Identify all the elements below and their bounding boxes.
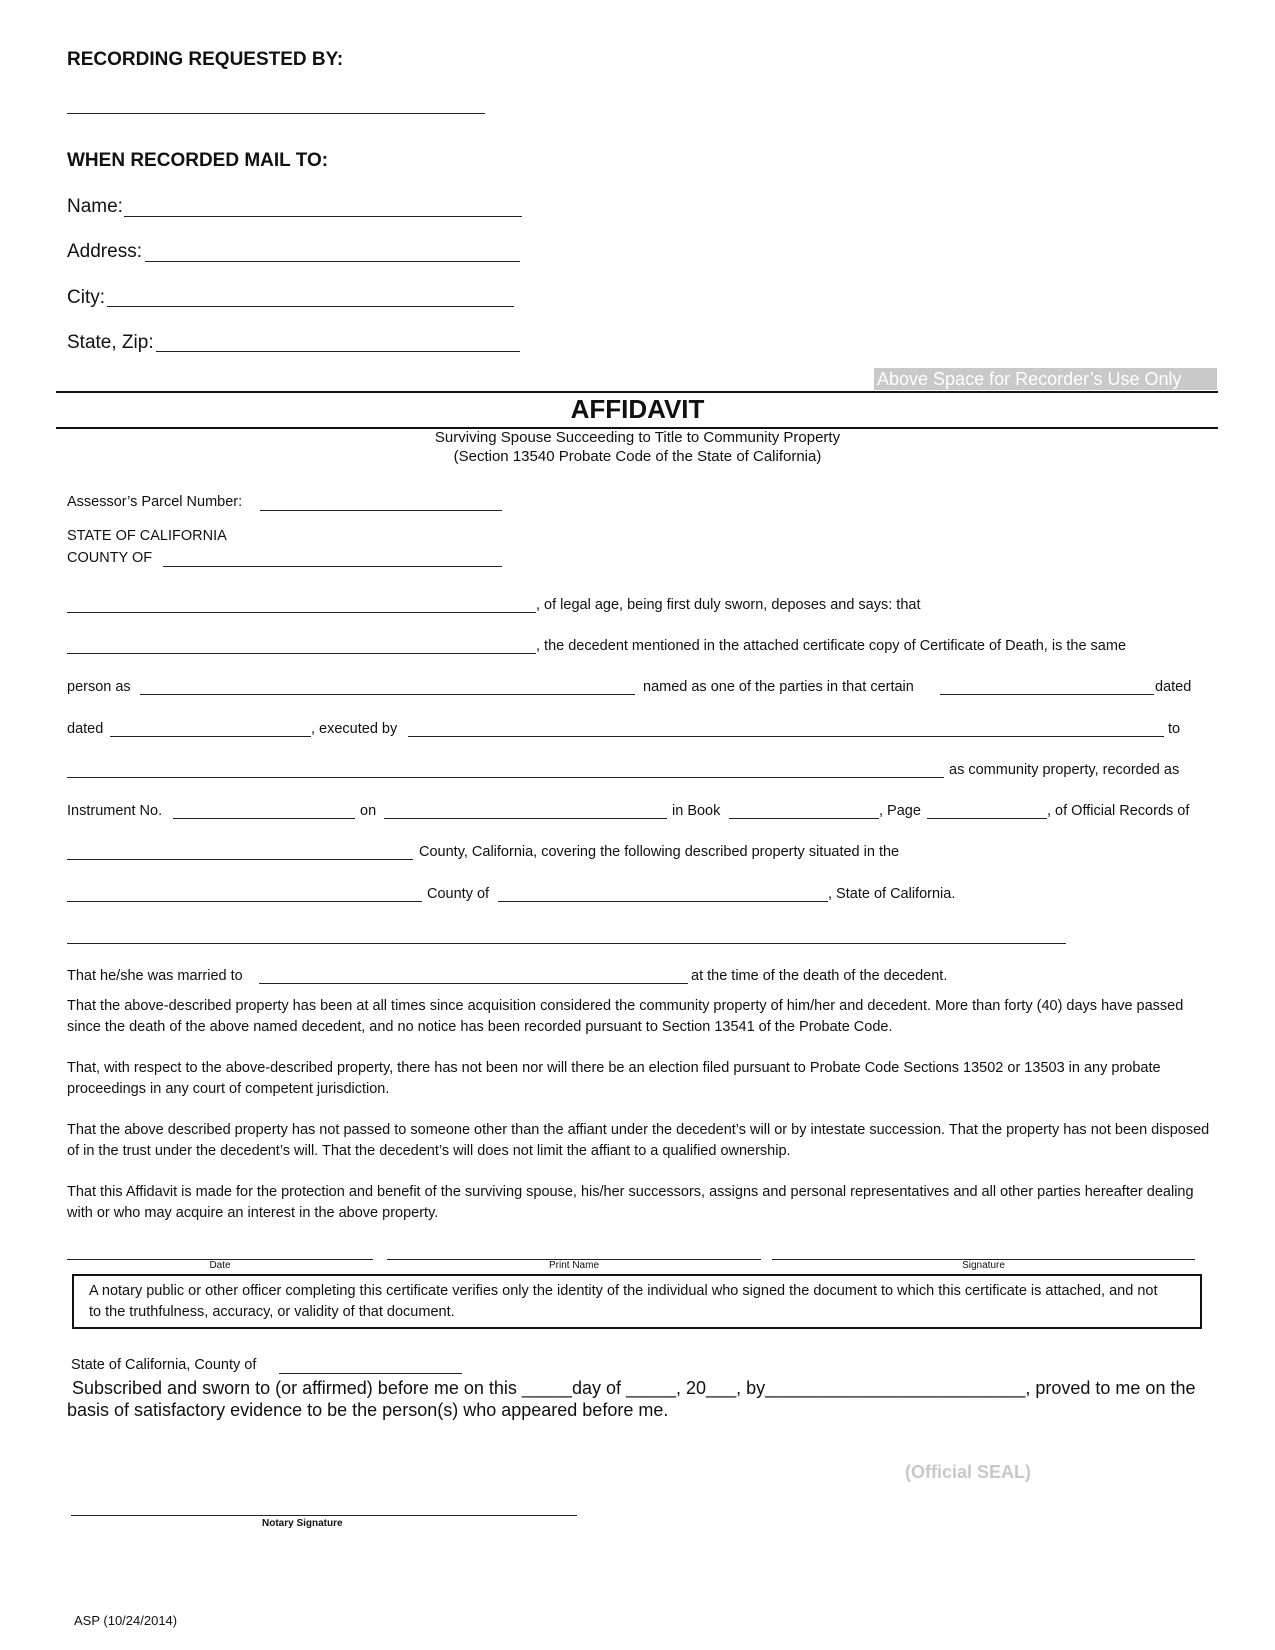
county-california-text: County, California, covering the following described property situated in the: [419, 844, 900, 860]
decedent-name-field[interactable]: [67, 653, 536, 654]
decedent-text: , the decedent mentioned in the attached certificate copy of Certificate of Death, is the same: [536, 638, 1127, 654]
on-label: on: [360, 803, 377, 819]
election-paragraph: That, with respect to the above-described property, there has not been nor will there be an election filed pursuant to Probate Code Sections 13502 or 13503 in any probate proceedings in any court of competent jurisdiction.: [67, 1060, 1161, 1097]
city-situated-field[interactable]: [67, 901, 422, 902]
notary-disclaimer-box: [72, 1274, 1202, 1329]
form-code: ASP (10/24/2014): [74, 1613, 178, 1628]
state-zip-label: State, Zip:: [67, 332, 154, 353]
recording-county-field[interactable]: [67, 859, 413, 860]
executed-by-field[interactable]: [408, 736, 1164, 737]
property-county-field[interactable]: [498, 901, 828, 902]
when-recorded-mail-to-label: WHEN RECORDED MAIL TO:: [67, 150, 329, 171]
community-property-paragraph: That the above-described property has been at all times since acquisition considered the community property of him/her and decedent. More than forty (40) days have passed since the death of the above named decedent, and no notice has been recorded pursuant to Section 13541 of the Probate Code.: [67, 998, 1184, 1035]
top-rule: [56, 391, 1218, 393]
address-label: Address:: [67, 241, 142, 262]
property-description-field[interactable]: [67, 943, 1066, 944]
protection-paragraph: That this Affidavit is made for the protection and benefit of the surviving spouse, his/her successors, assigns and personal representatives and all other parties hereafter dealing with or who may acquire an interest in the above property.: [67, 1184, 1194, 1221]
person-as-field[interactable]: [140, 694, 635, 695]
page-label: , Page: [879, 803, 921, 819]
person-as-label: person as: [67, 679, 131, 695]
instrument-type-field[interactable]: [940, 694, 1154, 695]
sworn-statement-line-1: Subscribed and sworn to (or affirmed) before me on this _____day of _____, 20___, by__________________________, proved to me on the: [72, 1378, 1196, 1398]
executed-by-label: , executed by: [311, 721, 398, 737]
married-to-label: That he/she was married to: [67, 968, 243, 984]
recording-requested-by-label: RECORDING REQUESTED BY:: [67, 49, 344, 70]
city-field[interactable]: [107, 306, 514, 307]
to-label: to: [1168, 721, 1181, 737]
subtitle-line-1: Surviving Spouse Succeeding to Title to Community Property: [434, 429, 841, 446]
apn-field[interactable]: [260, 510, 502, 511]
name-field[interactable]: [124, 216, 522, 217]
subtitle-line-2: (Section 13540 Probate Code of the State of California): [453, 448, 822, 465]
affidavit-title: AFFIDAVIT: [570, 394, 705, 424]
page-field[interactable]: [927, 818, 1047, 819]
official-records-label: , of Official Records of: [1047, 803, 1190, 819]
address-field[interactable]: [145, 261, 520, 262]
state-of-california-text: , State of California.: [828, 886, 956, 902]
time-of-death-text: at the time of the death of the decedent.: [691, 968, 948, 984]
sworn-statement-line-2: basis of satisfactory evidence to be the person(s) who appeared before me.: [67, 1400, 669, 1420]
instrument-no-label: Instrument No.: [67, 803, 163, 819]
city-label: City:: [67, 287, 105, 308]
apn-label: Assessor’s Parcel Number:: [67, 494, 243, 510]
notary-signature-caption: Notary Signature: [262, 1518, 343, 1529]
notary-state-county-label: State of California, County of: [71, 1357, 257, 1373]
legal-age-text: , of legal age, being first duly sworn, deposes and says: that: [536, 597, 921, 613]
county-of-label: COUNTY OF: [67, 550, 153, 566]
dated-label-2: dated: [67, 721, 104, 737]
date-caption: Date: [209, 1260, 231, 1271]
notary-county-field[interactable]: [279, 1373, 462, 1374]
state-zip-field[interactable]: [156, 351, 520, 352]
grantee-field[interactable]: [67, 777, 944, 778]
community-property-text: as community property, recorded as: [949, 762, 1180, 778]
instrument-no-field[interactable]: [173, 818, 355, 819]
notary-signature-field[interactable]: [71, 1515, 577, 1516]
named-as-text: named as one of the parties in that certain: [643, 679, 914, 695]
official-seal-placeholder: (Official SEAL): [905, 1462, 1032, 1482]
name-label: Name:: [67, 196, 123, 217]
signature-caption: Signature: [962, 1260, 1005, 1271]
book-field[interactable]: [729, 818, 879, 819]
print-name-caption: Print Name: [548, 1260, 599, 1271]
county-field[interactable]: [163, 566, 502, 567]
dated-label-1: dated: [1155, 679, 1192, 695]
county-of-label-2: County of: [427, 886, 490, 902]
spouse-name-field[interactable]: [259, 983, 688, 984]
recorder-use-only-label: Above Space for Recorder’s Use Only: [874, 368, 1217, 390]
state-of-california-label: STATE OF CALIFORNIA: [67, 528, 227, 544]
succession-paragraph: That the above described property has not passed to someone other than the affiant under the decedent’s will or by intestate succession. That the property has not been disposed of in the trust under the decedent’s will. That the decedent’s will does not limit the affiant to a qualified ownership.: [67, 1122, 1210, 1159]
in-book-label: in Book: [672, 803, 721, 819]
notary-disclaimer-text: A notary public or other officer completing this certificate verifies only the identity of the individual who signed the document to which this certificate is attached, and not to the truthfulness, accuracy, or validity of that document.: [89, 1283, 1158, 1320]
dated-field[interactable]: [110, 736, 311, 737]
affiant-name-field[interactable]: [67, 612, 536, 613]
recording-requested-by-field[interactable]: [67, 113, 485, 114]
recording-date-field[interactable]: [384, 818, 667, 819]
